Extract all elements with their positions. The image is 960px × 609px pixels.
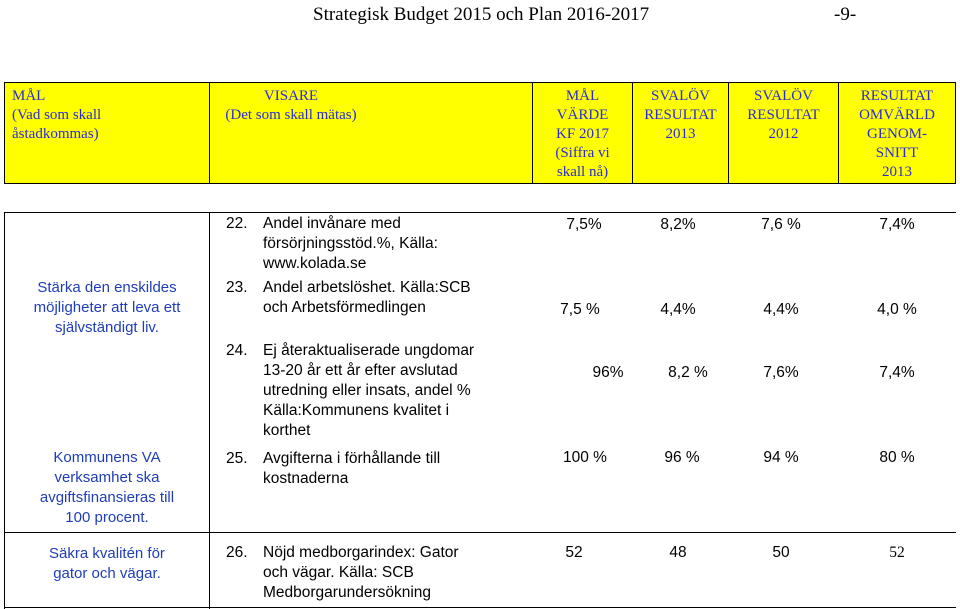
goal-divider [4, 532, 209, 533]
value-25-2012: 94 % [763, 449, 799, 466]
page-number: -9- [834, 4, 857, 25]
value-24-2013: 8,2 % [668, 364, 708, 381]
column-header-indicator: VISARE (Det som skall mätas) [225, 88, 357, 123]
value-22-target: 7,5% [566, 216, 602, 233]
value-26-2013: 48 [669, 544, 687, 561]
table-header-row [4, 82, 956, 184]
value-23-target: 7,5 % [560, 301, 600, 318]
value-23-2013: 4,4% [660, 301, 696, 318]
value-22-benchmark: 7,4% [879, 216, 915, 233]
column-header-result-2012: SVALÖV RESULTAT 2012 [747, 88, 820, 142]
body-bottom-border [4, 607, 956, 608]
value-22-2012: 7,6 % [761, 216, 801, 233]
value-26-benchmark: 52 [889, 544, 905, 561]
value-25-target: 100 % [563, 449, 607, 466]
goal-road-quality: Säkra kvalitén för gator och vägar. [49, 545, 165, 582]
page-header [0, 0, 960, 32]
column-header-result-2013: SVALÖV RESULTAT 2013 [644, 88, 717, 142]
page-title: Strategisk Budget 2015 och Plan 2016-2017 [313, 4, 650, 25]
body-top-border [4, 212, 956, 213]
value-23-benchmark: 4,0 % [877, 301, 917, 318]
value-26-2012: 50 [772, 544, 790, 561]
body-left-border [4, 212, 5, 609]
column-header-benchmark: RESULTAT OMVÄRLD GENOM- SNITT 2013 [859, 88, 935, 180]
value-25-benchmark: 80 % [879, 449, 915, 466]
value-24-target: 96% [592, 364, 624, 381]
goal-water-funding: Kommunens VA verksamhet ska avgiftsfinansieras till 100 procent. [39, 449, 175, 526]
value-26-target: 52 [565, 544, 583, 561]
value-23-2012: 4,4% [763, 301, 799, 318]
value-22-2013: 8,2% [660, 216, 696, 233]
value-24-2012: 7,6% [763, 364, 799, 381]
column-header-target-value: MÅL VÄRDE KF 2017 (Siffra vi skall nå) [555, 88, 610, 180]
value-24-benchmark: 7,4% [879, 364, 915, 381]
row-divider [210, 532, 956, 533]
goal-independent-living: Stärka den enskildes möjligheter att leva ett självständigt liv. [33, 279, 181, 336]
column-header-goal: MÅL (Vad som skall åstadkommas) [12, 88, 102, 142]
body-column-divider [209, 212, 210, 609]
value-25-2013: 96 % [664, 449, 700, 466]
